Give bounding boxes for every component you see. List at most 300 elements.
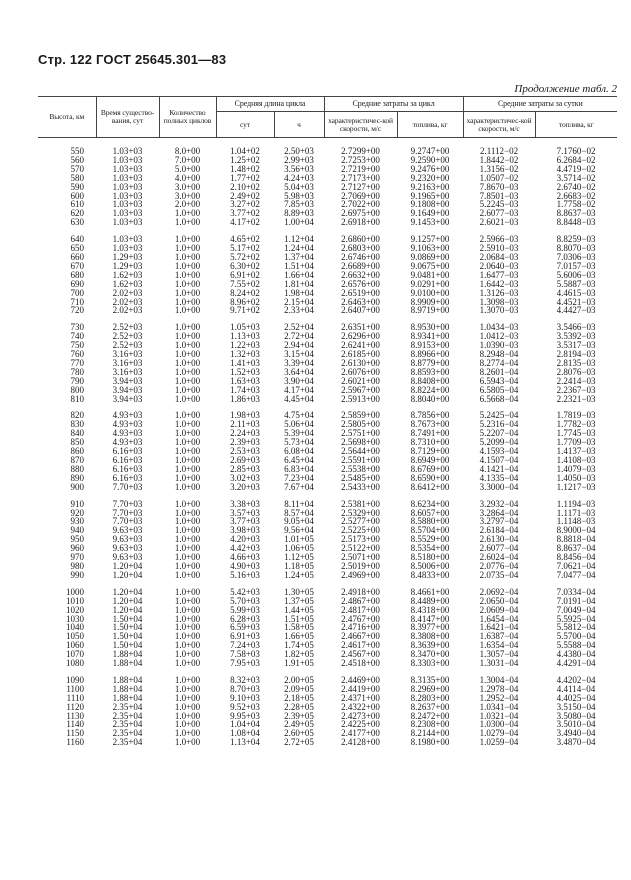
cell-cycle-fuel: 8.4661+00 <box>410 587 450 597</box>
cell-num-cycles: 5.0+00 <box>174 164 201 174</box>
table-row <box>38 676 617 685</box>
cell-cycle-fuel: 9.1453+00 <box>410 218 450 228</box>
cell-lifetime: 1.88+04 <box>112 684 143 694</box>
cell-day-fuel: 5.5925−04 <box>556 614 596 624</box>
cell-height: 1090 <box>66 675 84 685</box>
cell-cycle-hours: 5.98+03 <box>284 191 314 201</box>
cell-cycle-char-velocity: 2.4322+00 <box>341 702 380 712</box>
cell-height: 820 <box>70 411 84 421</box>
table-row <box>38 659 617 668</box>
cell-cycle-char-velocity: 2.7299+00 <box>341 147 380 156</box>
cell-cycle-hours: 7.85+03 <box>284 200 314 210</box>
cell-day-fuel: 8.8637−03 <box>556 209 596 219</box>
cell-day-fuel: 1.7709−03 <box>556 438 596 448</box>
cell-num-cycles: 1.0+00 <box>174 350 201 359</box>
cell-day-fuel: 1.4050−03 <box>556 473 596 483</box>
cell-day-char-velocity: 1.0434−03 <box>479 323 519 333</box>
table-row <box>38 289 617 298</box>
cell-cycle-fuel: 8.6590+00 <box>410 473 450 483</box>
cell-day-char-velocity: 2.6077−03 <box>479 209 519 219</box>
cell-day-fuel: 8.8448−03 <box>556 218 596 228</box>
cell-cycle-hours: 1.12+05 <box>284 553 314 562</box>
cell-lifetime: 1.50+04 <box>112 632 143 642</box>
cell-lifetime: 2.02+03 <box>112 288 143 298</box>
cell-height: 870 <box>70 456 84 465</box>
cell-cycle-days: 9.10+03 <box>230 693 260 703</box>
cell-cycle-char-velocity: 2.4867+00 <box>341 596 380 606</box>
cell-day-char-velocity: 1.6387−04 <box>479 632 519 642</box>
cell-cycle-hours: 2.33+04 <box>284 306 314 316</box>
table-row <box>38 350 617 359</box>
cell-cycle-char-velocity: 2.4273+00 <box>341 711 380 721</box>
cell-lifetime: 2.02+03 <box>112 297 143 307</box>
table-row <box>38 517 617 526</box>
cell-height: 770 <box>70 358 84 368</box>
cell-cycle-fuel: 9.0869+00 <box>410 252 450 262</box>
cell-lifetime: 1.50+04 <box>112 623 143 633</box>
cell-cycle-fuel: 8.8224+00 <box>410 385 450 395</box>
cell-day-char-velocity: 1.3070−03 <box>479 306 519 316</box>
cell-cycle-days: 3.77+02 <box>230 209 260 219</box>
cell-cycle-days: 3.02+03 <box>230 473 260 483</box>
cell-day-fuel: 4.4719−02 <box>556 164 596 174</box>
cell-num-cycles: 1.0+00 <box>174 376 201 386</box>
cell-cycle-fuel: 9.1808+00 <box>410 200 450 210</box>
cell-num-cycles: 1.0+00 <box>174 587 201 597</box>
group-separator <box>38 227 617 235</box>
cell-lifetime: 7.70+03 <box>112 499 143 509</box>
cell-cycle-hours: 1.66+05 <box>284 632 314 642</box>
cell-day-char-velocity: 1.6354−04 <box>479 641 519 651</box>
cell-lifetime: 2.52+03 <box>112 323 143 333</box>
cell-cycle-hours: 8.89+03 <box>284 209 314 219</box>
cell-cycle-days: 3.57+03 <box>230 508 260 518</box>
cell-lifetime: 1.20+04 <box>112 561 143 571</box>
cell-day-fuel: 4.4427−03 <box>556 306 596 316</box>
cell-day-fuel: 1.1171−03 <box>556 508 596 518</box>
cell-cycle-days: 1.13+04 <box>230 738 260 748</box>
cell-cycle-char-velocity: 2.7022+00 <box>341 200 380 210</box>
cell-day-char-velocity: 2.0650−04 <box>479 596 519 606</box>
cell-day-fuel: 2.2321−03 <box>556 394 596 404</box>
col-header-avg-cycle: Средняя длина цикла <box>216 97 324 112</box>
cell-height: 1100 <box>66 684 84 694</box>
cell-cycle-hours: 3.39+04 <box>284 358 314 368</box>
cell-height: 670 <box>70 261 84 271</box>
cell-cycle-days: 5.16+03 <box>230 570 260 580</box>
cell-cycle-days: 2.49+02 <box>230 191 260 201</box>
table-row <box>38 712 617 721</box>
cell-cycle-hours: 1.51+04 <box>284 261 314 271</box>
cell-day-fuel: 4.4380−04 <box>556 650 596 660</box>
cell-cycle-hours: 1.24+04 <box>284 244 314 253</box>
table-row <box>38 420 617 429</box>
cell-cycle-hours: 2.28+05 <box>284 702 314 712</box>
cell-cycle-char-velocity: 2.7219+00 <box>341 164 380 174</box>
cell-cycle-hours: 2.00+05 <box>284 675 314 685</box>
cell-day-fuel: 2.6740−02 <box>556 182 596 192</box>
cell-num-cycles: 1.0+00 <box>174 623 201 633</box>
cell-cycle-hours: 1.98+04 <box>284 288 314 298</box>
cell-lifetime: 2.52+03 <box>112 332 143 342</box>
cell-cycle-char-velocity: 2.5698+00 <box>341 438 380 448</box>
cell-num-cycles: 1.0+00 <box>174 270 201 280</box>
cell-lifetime: 2.52+03 <box>112 341 143 351</box>
cell-num-cycles: 8.0+00 <box>174 147 201 156</box>
cell-day-fuel: 1.1217−03 <box>556 482 596 492</box>
cell-num-cycles: 1.0+00 <box>174 447 201 456</box>
cell-lifetime: 2.02+03 <box>112 306 143 316</box>
table-row <box>38 377 617 386</box>
cell-height: 570 <box>70 164 84 174</box>
table-row <box>38 280 617 289</box>
cell-lifetime: 1.50+04 <box>112 614 143 624</box>
cell-cycle-hours: 2.09+05 <box>284 684 314 694</box>
cell-day-fuel: 8.8259−03 <box>556 235 596 245</box>
cell-cycle-days: 3.27+02 <box>230 200 260 210</box>
cell-num-cycles: 1.0+00 <box>174 473 201 483</box>
cell-cycle-char-velocity: 2.5805+00 <box>341 420 380 430</box>
cell-cycle-hours: 4.24+03 <box>284 173 314 183</box>
cell-cycle-days: 1.13+03 <box>230 332 260 342</box>
cell-num-cycles: 1.0+00 <box>174 438 201 448</box>
cell-num-cycles: 1.0+00 <box>174 650 201 660</box>
cell-day-char-velocity: 2.0776−04 <box>479 561 519 571</box>
table-row <box>38 456 617 465</box>
cell-cycle-hours: 1.66+04 <box>284 270 314 280</box>
cell-cycle-hours: 2.72+04 <box>284 332 314 342</box>
cell-cycle-hours: 1.91+05 <box>284 659 314 668</box>
cell-cycle-char-velocity: 2.5591+00 <box>341 456 380 465</box>
table-header <box>38 97 617 138</box>
cell-day-fuel: 1.4108−03 <box>556 456 596 465</box>
cell-cycle-fuel: 8.5354+00 <box>410 544 450 554</box>
cell-num-cycles: 1.0+00 <box>174 553 201 562</box>
cell-day-char-velocity: 4.1421−04 <box>479 464 519 474</box>
cell-cycle-fuel: 8.5704+00 <box>410 526 450 536</box>
cell-cycle-hours: 1.00+04 <box>284 218 314 228</box>
cell-cycle-char-velocity: 2.6021+00 <box>341 376 380 386</box>
cell-height: 800 <box>70 385 84 395</box>
cell-day-fuel: 1.4079−03 <box>556 464 596 474</box>
table-row <box>38 332 617 341</box>
cell-cycle-char-velocity: 2.6241+00 <box>341 341 380 351</box>
table-row <box>38 368 617 377</box>
cell-cycle-hours: 1.58+05 <box>284 623 314 633</box>
cell-num-cycles: 2.0+00 <box>174 200 201 210</box>
cell-num-cycles: 1.0+00 <box>174 429 201 439</box>
cell-num-cycles: 1.0+00 <box>174 561 201 571</box>
cell-cycle-days: 2.10+02 <box>230 182 260 192</box>
cell-lifetime: 1.03+03 <box>112 209 143 219</box>
table-row <box>38 411 617 420</box>
cell-day-fuel: 4.4202−04 <box>556 675 596 685</box>
cell-cycle-days: 8.32+03 <box>230 675 260 685</box>
col-header-avg-cost-day: Средние затраты за сутки <box>463 97 617 112</box>
cell-day-fuel: 4.4025−04 <box>556 693 596 703</box>
cell-cycle-days: 4.65+02 <box>230 235 260 245</box>
cell-height: 980 <box>70 561 84 571</box>
cell-cycle-char-velocity: 2.7173+00 <box>341 173 380 183</box>
cell-cycle-days: 2.69+03 <box>230 456 260 465</box>
cell-height: 1070 <box>66 650 84 660</box>
cell-day-fuel: 3.4940−04 <box>556 729 596 739</box>
col-header-lifetime: Время существо-вания, сут <box>96 97 159 138</box>
cell-cycle-fuel: 8.6234+00 <box>410 499 450 509</box>
cell-lifetime: 3.94+03 <box>112 385 143 395</box>
cell-num-cycles: 1.0+00 <box>174 517 201 527</box>
cell-height: 600 <box>70 191 84 201</box>
data-table <box>38 96 617 747</box>
table-row <box>38 147 617 156</box>
cell-cycle-hours: 9.56+04 <box>284 526 314 536</box>
cell-cycle-char-velocity: 2.6689+00 <box>341 261 380 271</box>
cell-cycle-char-velocity: 2.6860+00 <box>341 235 380 245</box>
cell-num-cycles: 1.0+00 <box>174 209 201 219</box>
cell-cycle-hours: 5.73+04 <box>284 438 314 448</box>
cell-cycle-days: 1.32+03 <box>230 350 260 359</box>
cell-day-fuel: 5.5588−04 <box>556 641 596 651</box>
cell-cycle-char-velocity: 2.4918+00 <box>341 587 380 597</box>
cell-cycle-char-velocity: 2.7069+00 <box>341 191 380 201</box>
cell-cycle-days: 7.58+03 <box>230 650 260 660</box>
cell-height: 710 <box>70 297 84 307</box>
cell-day-char-velocity: 1.0279−04 <box>479 729 519 739</box>
cell-num-cycles: 1.0+00 <box>174 570 201 580</box>
cell-cycle-char-velocity: 2.4419+00 <box>341 684 380 694</box>
cell-cycle-days: 7.95+03 <box>230 659 260 668</box>
table-row <box>38 429 617 438</box>
col-header-day-fuel: топлива, кг <box>535 112 617 138</box>
cell-cycle-char-velocity: 2.6407+00 <box>341 306 380 316</box>
cell-day-char-velocity: 2.0640−03 <box>479 261 519 271</box>
cell-lifetime: 2.35+04 <box>112 702 143 712</box>
cell-num-cycles: 4.0+00 <box>174 173 201 183</box>
cell-cycle-hours: 1.81+04 <box>284 279 314 289</box>
cell-num-cycles: 1.0+00 <box>174 420 201 430</box>
table-row <box>38 235 617 244</box>
cell-height: 810 <box>70 394 84 404</box>
cell-cycle-days: 2.24+03 <box>230 429 260 439</box>
cell-cycle-fuel: 8.5006+00 <box>410 561 450 571</box>
cell-num-cycles: 1.0+00 <box>174 641 201 651</box>
cell-day-char-velocity: 4.1593−04 <box>479 447 519 456</box>
cell-day-char-velocity: 5.2425−04 <box>479 411 519 421</box>
cell-num-cycles: 1.0+00 <box>174 526 201 536</box>
cell-day-char-velocity: 3.2932−04 <box>479 499 519 509</box>
col-header-height: Высота, км <box>38 97 96 138</box>
cell-cycle-days: 6.28+03 <box>230 614 260 624</box>
cell-cycle-days: 3.77+03 <box>230 517 260 527</box>
table-row <box>38 183 617 192</box>
cell-num-cycles: 1.0+00 <box>174 596 201 606</box>
cell-day-char-velocity: 7.8670−03 <box>479 182 519 192</box>
cell-cycle-fuel: 8.4833+00 <box>410 570 450 580</box>
cell-num-cycles: 1.0+00 <box>174 614 201 624</box>
cell-lifetime: 1.50+04 <box>112 641 143 651</box>
cell-day-char-velocity: 6.5805−04 <box>479 385 519 395</box>
cell-cycle-fuel: 9.2320+00 <box>410 173 450 183</box>
cell-day-fuel: 5.6006−03 <box>556 270 596 280</box>
cell-day-fuel: 2.2414−03 <box>556 376 596 386</box>
cell-lifetime: 6.16+03 <box>112 456 143 465</box>
cell-day-char-velocity: 1.8442−02 <box>479 155 519 165</box>
cell-cycle-fuel: 8.5880+00 <box>410 517 450 527</box>
cell-day-fuel: 5.5812−04 <box>556 623 596 633</box>
cell-cycle-days: 6.30+02 <box>230 261 260 271</box>
cell-day-char-velocity: 7.8501−03 <box>479 191 519 201</box>
cell-cycle-hours: 4.17+04 <box>284 385 314 395</box>
col-header-cycle-days: сут <box>216 112 274 138</box>
table-row <box>38 465 617 474</box>
table-row <box>38 720 617 729</box>
cell-cycle-days: 3.20+03 <box>230 482 260 492</box>
cell-lifetime: 7.70+03 <box>112 508 143 518</box>
cell-day-fuel: 4.4291−04 <box>556 659 596 668</box>
cell-cycle-fuel: 8.3977+00 <box>410 623 450 633</box>
cell-cycle-days: 1.04+04 <box>230 720 260 730</box>
cell-cycle-char-velocity: 2.5381+00 <box>341 499 380 509</box>
cell-cycle-char-velocity: 2.5019+00 <box>341 561 380 571</box>
cell-cycle-hours: 3.90+04 <box>284 376 314 386</box>
col-header-cycle-hours: ч <box>274 112 324 138</box>
cell-cycle-days: 1.48+02 <box>230 164 260 174</box>
table-row <box>38 694 617 703</box>
cell-cycle-fuel: 8.4318+00 <box>410 605 450 615</box>
cell-cycle-fuel: 9.0481+00 <box>410 270 450 280</box>
cell-day-char-velocity: 6.5943−04 <box>479 376 519 386</box>
cell-num-cycles: 1.0+00 <box>174 702 201 712</box>
cell-lifetime: 3.94+03 <box>112 394 143 404</box>
cell-cycle-char-velocity: 2.4567+00 <box>341 650 380 660</box>
cell-cycle-char-velocity: 2.7253+00 <box>341 155 380 165</box>
cell-cycle-days: 4.20+03 <box>230 535 260 545</box>
table-body <box>38 138 617 748</box>
table-row <box>38 571 617 580</box>
cell-day-fuel: 5.5700−04 <box>556 632 596 642</box>
cell-day-fuel: 4.4114−04 <box>556 684 596 694</box>
cell-num-cycles: 1.0+00 <box>174 456 201 465</box>
cell-cycle-char-velocity: 2.4716+00 <box>341 623 380 633</box>
cell-day-fuel: 6.2684−02 <box>556 155 596 165</box>
cell-num-cycles: 1.0+00 <box>174 675 201 685</box>
cell-cycle-char-velocity: 2.4767+00 <box>341 614 380 624</box>
table-row <box>38 526 617 535</box>
cell-height: 970 <box>70 553 84 562</box>
cell-day-char-velocity: 6.5668−04 <box>479 394 519 404</box>
cell-day-char-velocity: 1.3126−03 <box>479 288 519 298</box>
cell-height: 1050 <box>66 632 84 642</box>
cell-day-char-velocity: 1.0341−04 <box>479 702 519 712</box>
cell-height: 1150 <box>66 729 84 739</box>
cell-day-char-velocity: 1.3057−04 <box>479 650 519 660</box>
cell-cycle-char-velocity: 2.6746+00 <box>341 252 380 262</box>
cell-cycle-days: 1.98+03 <box>230 411 260 421</box>
cell-cycle-days: 4.90+03 <box>230 561 260 571</box>
cell-height: 640 <box>70 235 84 245</box>
cell-cycle-hours: 5.04+03 <box>284 182 314 192</box>
cell-cycle-fuel: 9.0675+00 <box>410 261 450 271</box>
table-row <box>38 509 617 518</box>
cell-cycle-hours: 5.39+04 <box>284 429 314 439</box>
table-continuation-label: Продолжение табл. 2 <box>514 83 617 95</box>
cell-cycle-fuel: 9.2747+00 <box>410 147 450 156</box>
cell-cycle-hours: 1.12+04 <box>284 235 314 245</box>
cell-cycle-hours: 2.50+03 <box>284 147 314 156</box>
cell-day-fuel: 1.4137−03 <box>556 447 596 456</box>
cell-height: 930 <box>70 517 84 527</box>
cell-cycle-hours: 6.45+04 <box>284 456 314 465</box>
col-header-num-cycles: Количество полных циклов <box>159 97 216 138</box>
cell-day-fuel: 4.4521−03 <box>556 297 596 307</box>
cell-num-cycles: 1.0+00 <box>174 279 201 289</box>
cell-height: 1010 <box>66 596 84 606</box>
cell-num-cycles: 1.0+00 <box>174 332 201 342</box>
cell-cycle-fuel: 8.4489+00 <box>410 596 450 606</box>
cell-cycle-days: 4.66+03 <box>230 553 260 562</box>
cell-height: 1120 <box>66 702 84 712</box>
cell-day-char-velocity: 1.0300−04 <box>479 720 519 730</box>
cell-height: 850 <box>70 438 84 448</box>
cell-cycle-days: 1.22+03 <box>230 341 260 351</box>
table-row <box>38 192 617 201</box>
cell-height: 690 <box>70 279 84 289</box>
cell-day-fuel: 7.0191−04 <box>556 596 596 606</box>
cell-lifetime: 1.03+03 <box>112 244 143 253</box>
cell-height: 1140 <box>66 720 84 730</box>
table-row <box>38 359 617 368</box>
cell-height: 790 <box>70 376 84 386</box>
cell-lifetime: 3.16+03 <box>112 358 143 368</box>
cell-lifetime: 6.16+03 <box>112 473 143 483</box>
cell-day-char-velocity: 3.3000−04 <box>479 482 519 492</box>
cell-cycle-hours: 1.30+05 <box>284 587 314 597</box>
table-row <box>38 156 617 165</box>
cell-day-fuel: 7.0306−03 <box>556 252 596 262</box>
cell-num-cycles: 1.0+00 <box>174 544 201 554</box>
cell-cycle-char-velocity: 2.5071+00 <box>341 553 380 562</box>
cell-cycle-days: 5.72+02 <box>230 252 260 262</box>
cell-cycle-char-velocity: 2.6632+00 <box>341 270 380 280</box>
cell-height: 1020 <box>66 605 84 615</box>
cell-num-cycles: 1.0+00 <box>174 499 201 509</box>
cell-num-cycles: 1.0+00 <box>174 720 201 730</box>
cell-cycle-fuel: 9.0291+00 <box>410 279 450 289</box>
cell-lifetime: 1.88+04 <box>112 693 143 703</box>
cell-lifetime: 1.20+04 <box>112 605 143 615</box>
cell-lifetime: 1.29+03 <box>112 252 143 262</box>
cell-cycle-char-velocity: 2.5751+00 <box>341 429 380 439</box>
cell-day-char-velocity: 2.6130−04 <box>479 535 519 545</box>
cell-cycle-hours: 5.06+04 <box>284 420 314 430</box>
table-row <box>38 650 617 659</box>
table-row <box>38 298 617 307</box>
cell-cycle-char-velocity: 2.4667+00 <box>341 632 380 642</box>
cell-day-char-velocity: 1.2978−04 <box>479 684 519 694</box>
table-row <box>38 262 617 271</box>
cell-cycle-hours: 1.74+05 <box>284 641 314 651</box>
cell-cycle-fuel: 8.9341+00 <box>410 332 450 342</box>
cell-height: 920 <box>70 508 84 518</box>
cell-height: 1130 <box>66 711 84 721</box>
cell-cycle-days: 9.71+02 <box>230 306 260 316</box>
cell-cycle-fuel: 8.3808+00 <box>410 632 450 642</box>
cell-day-fuel: 2.2367−03 <box>556 385 596 395</box>
cell-day-char-velocity: 4.1507−04 <box>479 456 519 465</box>
cell-day-char-velocity: 3.2864−04 <box>479 508 519 518</box>
cell-day-fuel: 1.7758−02 <box>556 200 596 210</box>
cell-day-char-velocity: 2.1112−02 <box>479 147 519 156</box>
